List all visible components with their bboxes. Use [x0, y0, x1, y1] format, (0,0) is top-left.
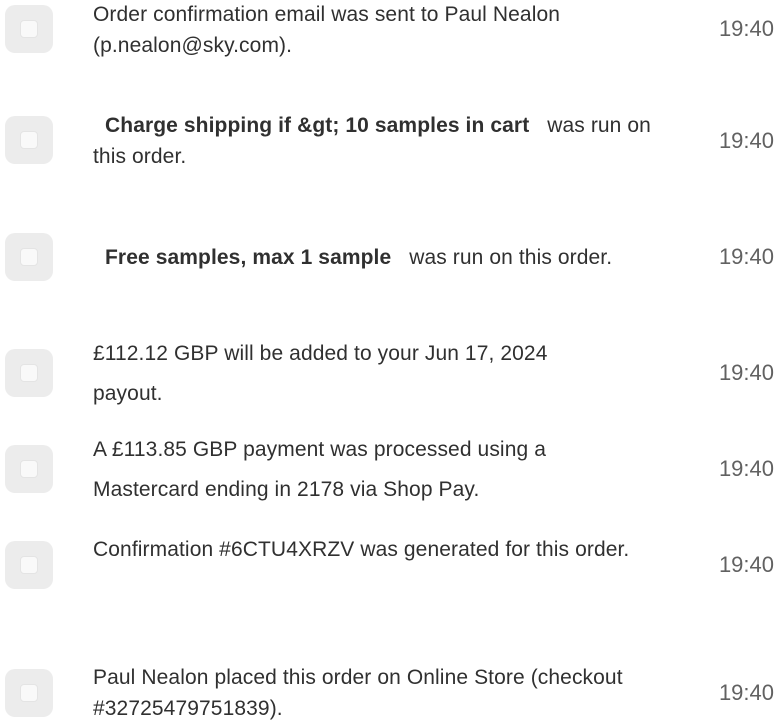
event-message [93, 110, 685, 172]
timeline-dot-icon [5, 233, 53, 281]
script-name-link[interactable]: Charge shipping if &gt; 10 samples in cart [105, 114, 530, 137]
timeline-dot-icon [5, 669, 53, 717]
event-message: Paul Nealon placed this order on Online Store (checkout #32725479751839). [93, 666, 623, 720]
event-time: 19:40 [718, 244, 774, 269]
event-message: £112.12 GBP will be added to your Jun 17, 2024 payout. [93, 342, 548, 405]
event-message-text: was run on this order. [93, 114, 651, 168]
timeline-dot-icon [5, 445, 53, 493]
event-message: A £113.85 GBP payment was processed using a Mastercard ending in 2178 via Shop Pay. [93, 438, 546, 501]
timeline-dot-icon [5, 116, 53, 164]
script-name-link[interactable]: Free samples, max 1 sample [105, 246, 392, 269]
event-time: 19:40 [718, 680, 774, 705]
event-message: Confirmation #6CTU4XRZV was generated for this order. [93, 538, 630, 561]
event-time: 19:40 [718, 360, 774, 385]
event-message: Order confirmation email was sent to Paul Nealon (p.nealon@sky.com). [93, 3, 561, 57]
event-time: 19:40 [718, 552, 774, 577]
event-message [93, 242, 685, 273]
event-time: 19:40 [718, 456, 774, 481]
event-message-text: was run on this order. [409, 246, 613, 269]
timeline-dot-icon [5, 541, 53, 589]
timeline-dot-icon [5, 349, 53, 397]
timeline-dot-icon [5, 5, 53, 53]
event-time: 19:40 [718, 128, 774, 153]
event-time: 19:40 [718, 16, 774, 41]
